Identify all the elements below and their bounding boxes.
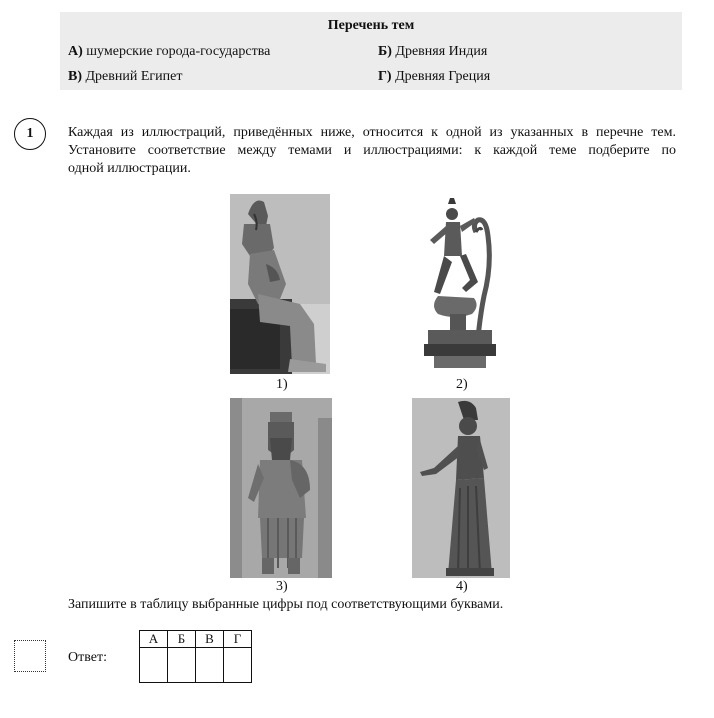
topic-a: А) шумерские города-государства [68,44,271,59]
topic-g: Г) Древняя Греция [378,69,491,84]
caption-2: 2) [456,377,468,392]
caption-1: 1) [276,377,288,392]
score-box [14,640,46,672]
instruction-text: Запишите в таблицу выбранные цифры под соответствующими буквами. [68,597,504,612]
topic-b: Б) Древняя Индия [378,44,488,59]
athena-statue-image [412,398,510,578]
question-line: Установите соответствие между темами и иллюстрациями: к каждой теме подберите по [68,143,676,158]
caption-3: 3) [276,579,288,594]
caption-4: 4) [456,579,468,594]
seated-egyptian-statue-image [230,194,330,374]
answer-label: Ответ: [68,650,107,665]
answer-table [139,630,252,683]
answer-header-b: Б [168,631,196,648]
question-number: 1 [14,118,46,150]
answer-header-g: Г [224,631,252,648]
topics-box [60,12,682,90]
question-line: одной иллюстрации. [68,161,191,176]
answer-cell-v[interactable] [196,648,224,683]
question-line: Каждая из иллюстраций, приведённых ниже, относится к одной из указанных в перечне тем. [68,125,676,140]
answer-header-v: В [196,631,224,648]
answer-cell-g[interactable] [224,648,252,683]
assyrian-relief-image [230,398,332,578]
answer-cell-b[interactable] [168,648,196,683]
question-text [68,124,676,178]
dancing-bronze-deity-image [420,196,500,374]
topic-v: В) Древний Египет [68,69,183,84]
topics-title: Перечень тем [327,18,415,33]
answer-header-a: А [140,631,168,648]
answer-cell-a[interactable] [140,648,168,683]
